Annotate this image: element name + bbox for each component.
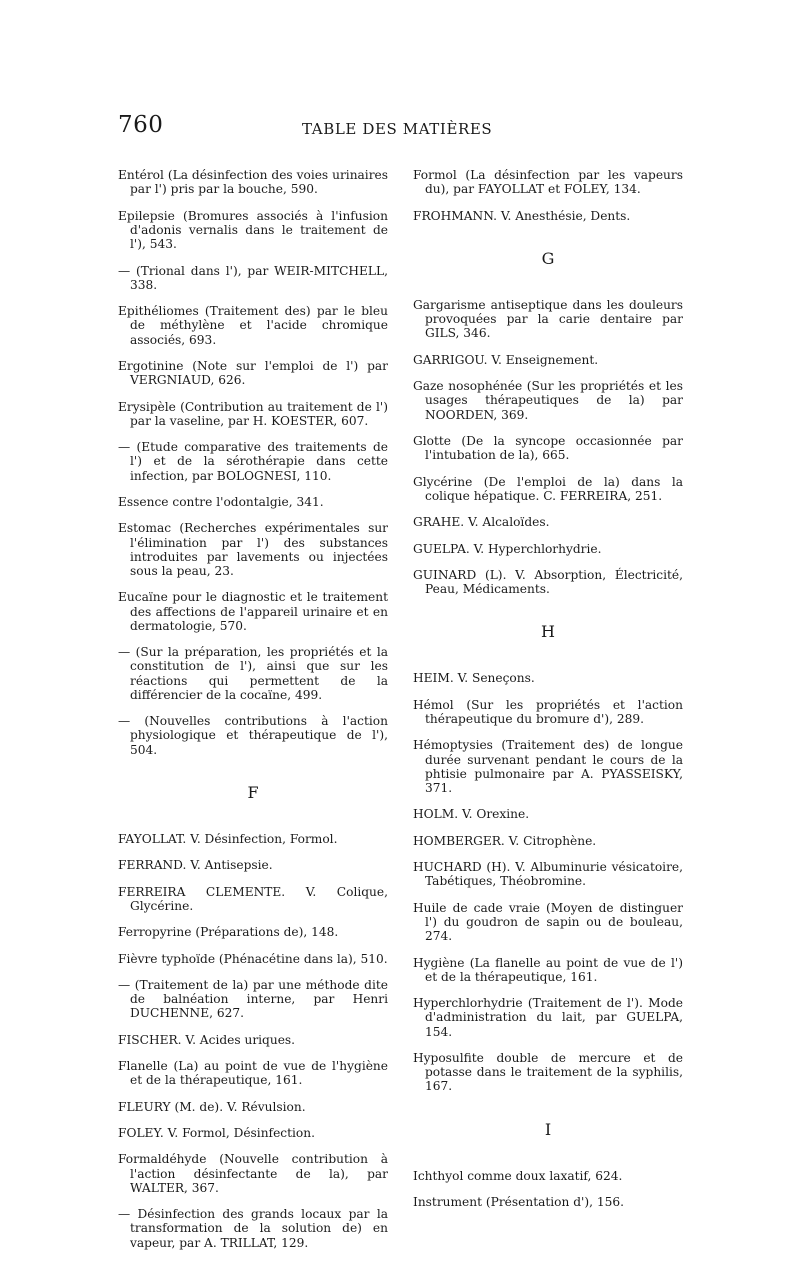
index-entry: Huile de cade vraie (Moyen de distinguer l') du goudron de sapin ou de bouleau, 274.: [413, 900, 683, 944]
index-entry: Ferropyrine (Préparations de), 148.: [118, 925, 339, 940]
index-entry: — (Nouvelles contributions à l'action physiologique et thérapeutique de l'), 504.: [118, 714, 388, 757]
entry-list-g: [413, 298, 683, 596]
index-entry: FLEURY (M. de). V. Révulsion.: [118, 1099, 306, 1114]
index-entry: Hyperchlorhydrie (Traitement de l'). Mode d'administration du lait, par GUELPA, 154.: [413, 996, 683, 1039]
index-entry: — (Etude comparative des traitements de l') et de la sérothérapie dans cette infection, par BOLOGNESI, 110.: [118, 440, 388, 483]
index-entry: Hémoptysies (Traitement des) de longue durée survenant pendant le cours de la phtisie pulmonaire par A. PYASSEISKY, 371.: [413, 738, 683, 795]
index-entry: Estomac (Recherches expérimentales sur l'élimination par l') des substances introduites par lavements ou injectées sous la peau, 23.: [118, 521, 388, 578]
index-entry: FERRAND. V. Antisepsie.: [118, 858, 273, 873]
index-entry: Epilepsie (Bromures associés à l'infusion d'adonis vernalis dans le traitement de l'), 543.: [118, 208, 388, 252]
index-entry: GUINARD (L). V. Absorption, Électricité, Peau, Médicaments.: [413, 567, 683, 597]
right-column: [413, 156, 683, 1211]
index-entry: Essence contre l'odontalgie, 341.: [118, 494, 324, 509]
index-entry: Ichthyol comme doux laxatif, 624.: [413, 1168, 623, 1183]
index-entry: Hyposulfite double de mercure et de potasse dans le traitement de la syphilis, 167.: [413, 1050, 683, 1094]
index-entry: Formol (La désinfection par les vapeurs du), par FAYOLLAT et FOLEY, 134.: [413, 168, 683, 197]
page-number: 760: [118, 112, 164, 138]
index-entry: HEIM. V. Seneçons.: [413, 671, 535, 686]
index-entry: Formaldéhyde (Nouvelle contribution à l'action désinfectante de la), par WALTER, 367.: [118, 1152, 388, 1195]
index-entry: Gaze nosophénée (Sur les propriétés et les usages thérapeutiques de la) par NOORDEN, 369.: [413, 379, 683, 422]
index-entry: FROHMANN. V. Anesthésie, Dents.: [413, 208, 631, 223]
index-entry: HOMBERGER. V. Citrophène.: [413, 833, 597, 848]
index-entry: FAYOLLAT. V. Désinfection, Formol.: [118, 831, 338, 846]
index-entry: GRAHE. V. Alcaloïdes.: [413, 515, 550, 530]
index-entry: Instrument (Présentation d'), 156.: [413, 1194, 625, 1209]
index-entry: Eucaïne pour le diagnostic et le traitement des affections de l'appareil urinaire et en dermatologie, 570.: [118, 590, 388, 633]
entry-list-i: [413, 1169, 683, 1210]
index-entry: Flanelle (La) au point de vue de l'hygiène et de la thérapeutique, 161.: [118, 1059, 388, 1088]
index-entry: — (Traitement de la) par une méthode dite de balnéation interne, par Henri DUCHENNE, 627.: [118, 977, 388, 1021]
index-entry: Gargarisme antiseptique dans les douleurs provoquées par la carie dentaire par GILS, 346.: [413, 297, 683, 341]
page-header: [0, 112, 800, 152]
index-entry: HUCHARD (H). V. Albuminurie vésicatoire, Tabétiques, Théobromine.: [413, 860, 683, 889]
index-entry: Ergotinine (Note sur l'emploi de l') par VERGNIAUD, 626.: [118, 358, 388, 388]
index-entry: Erysipèle (Contribution au traitement de l') par la vaseline, par H. KOESTER, 607.: [118, 399, 388, 428]
index-entry: FERREIRA CLEMENTE. V. Colique, Glycérine.: [118, 884, 388, 913]
index-entry: Hygiène (La flanelle au point de vue de l') et de la thérapeutique, 161.: [413, 955, 683, 984]
index-entry: — (Trional dans l'), par WEIR-MITCHELL, 338.: [118, 263, 388, 292]
entry-list-f-continued: [413, 168, 683, 223]
section-letter-h: H: [541, 622, 555, 642]
entry-list-e: [118, 168, 388, 757]
section-letter-g: G: [541, 248, 555, 268]
index-entry: Hémol (Sur les propriétés et l'action thérapeutique du bromure d'), 289.: [413, 697, 683, 726]
index-entry: — (Sur la préparation, les propriétés et la constitution de l'), ainsi que sur les réactions qui permettent de la différencier de la cocaïne, 499.: [118, 645, 388, 702]
left-column: [118, 156, 388, 1252]
index-entry: HOLM. V. Orexine.: [413, 807, 530, 822]
index-entry: Entérol (La désinfection des voies urinaires par l') pris par la bouche, 590.: [118, 168, 388, 197]
index-entry: GARRIGOU. V. Enseignement.: [413, 352, 599, 367]
index-entry: Fièvre typhoïde (Phénacétine dans la), 510.: [118, 951, 388, 966]
section-letter-i: I: [544, 1119, 552, 1139]
index-entry: — Désinfection des grands locaux par la transformation de la solution de) en vapeur, par A. TRILLAT, 129.: [118, 1207, 388, 1250]
index-entry: GUELPA. V. Hyperchlorhydrie.: [413, 541, 602, 556]
running-title: TABLE DES MATIÈRES: [302, 120, 493, 138]
entry-list-h: [413, 671, 683, 1093]
section-letter-f: F: [247, 782, 259, 802]
index-entry: Glycérine (De l'emploi de la) dans la colique hépatique. C. FERREIRA, 251.: [413, 474, 683, 503]
index-entry: FISCHER. V. Acides uriques.: [118, 1032, 296, 1047]
index-entry: FOLEY. V. Formol, Désinfection.: [118, 1126, 315, 1141]
entry-list-f: [118, 832, 388, 1250]
index-entry: Glotte (De la syncope occasionnée par l'intubation de la), 665.: [413, 433, 683, 463]
index-entry: Epithéliomes (Traitement des) par le bleu de méthylène et l'acide chromique associés, 693.: [118, 304, 388, 347]
